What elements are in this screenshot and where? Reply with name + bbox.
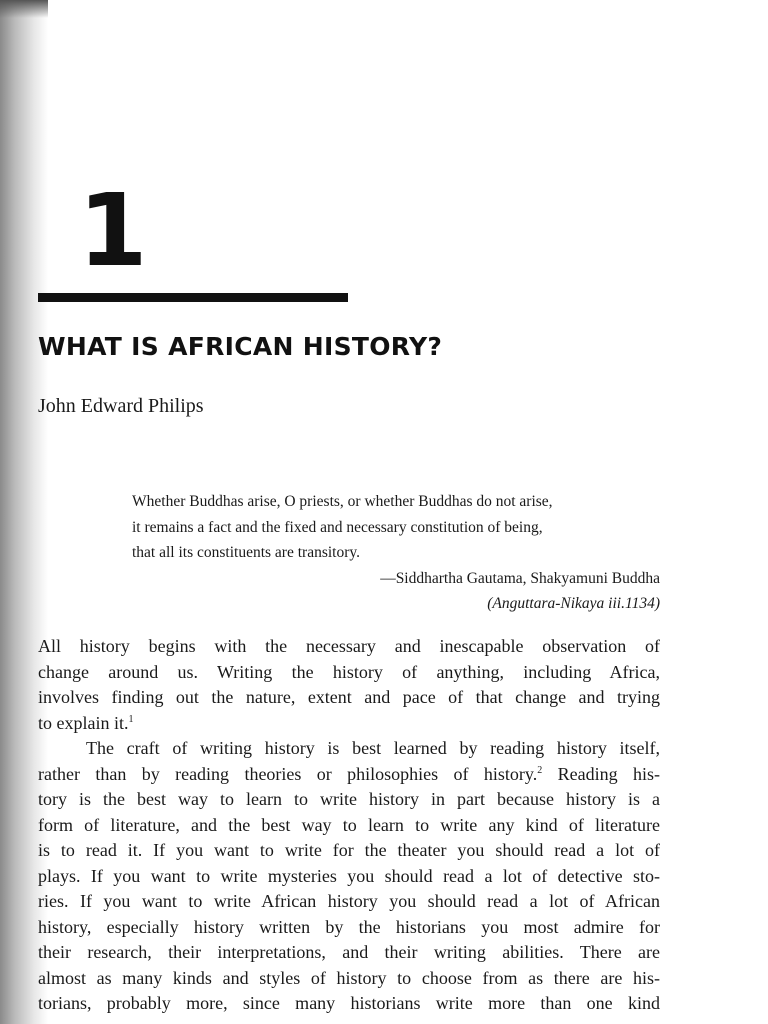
epigraph-source: (Anguttara-Nikaya iii.1134) [487, 595, 660, 612]
epigraph-line: Whether Buddhas arise, O priests, or whether Buddhas do not arise, [132, 493, 553, 510]
epigraph-line: that all its constituents are transitory. [132, 544, 360, 561]
paragraph-line: plays. If you want to write mysteries you should read a lot of detective sto- [38, 865, 660, 886]
paragraph-line: ries. If you want to write African history you should read a lot of African [38, 891, 660, 911]
paragraph-line: torians, probably more, since many historians write more than one kind [38, 993, 660, 1013]
page-corner-shadow [0, 0, 48, 18]
paragraph-line: involves finding out the nature, extent and pace of that change and trying [38, 687, 660, 707]
paragraph-line-text: Reading his- [542, 763, 660, 784]
footnote-marker: 1 [128, 713, 134, 725]
paragraph-line: The craft of writing history is best learned by reading history itself, [86, 738, 660, 758]
chapter-number: 1 [78, 172, 148, 289]
footnote-marker: 2 [537, 764, 543, 776]
paragraph-line-text: rather than by reading theories or philosophies of history. [38, 763, 538, 784]
paragraph-line: their research, their interpretations, and their writing abilities. There are [38, 942, 660, 962]
paragraph-line [38, 762, 660, 788]
paragraph-line: is to read it. If you want to write for the theater you should read a lot of [38, 840, 660, 860]
paragraph-line [38, 711, 660, 737]
body-text [38, 634, 660, 1017]
paragraph-line: form of literature, and the best way to learn to write any kind of literature [38, 814, 660, 835]
chapter-author: John Edward Philips [38, 395, 204, 417]
paragraph-line: change around us. Writing the history of anything, including Africa, [38, 661, 660, 682]
paragraph-line: almost as many kinds and styles of history to choose from as there are his- [38, 967, 660, 988]
epigraph-line: it remains a fact and the fixed and necessary constitution of being, [132, 518, 543, 536]
paragraph-line: history, especially history written by the historians you most admire for [38, 916, 660, 937]
chapter-title: WHAT IS AFRICAN HISTORY? [38, 332, 443, 361]
paragraph-line: tory is the best way to learn to write history in part because history is a [38, 789, 660, 809]
epigraph-attribution: —Siddhartha Gautama, Shakyamuni Buddha [380, 569, 660, 587]
chapter-rule [38, 293, 348, 302]
epigraph [132, 489, 660, 617]
paragraph-line: All history begins with the necessary and inescapable observation of [38, 636, 660, 656]
paragraph-line-text: to explain it. [38, 712, 129, 733]
